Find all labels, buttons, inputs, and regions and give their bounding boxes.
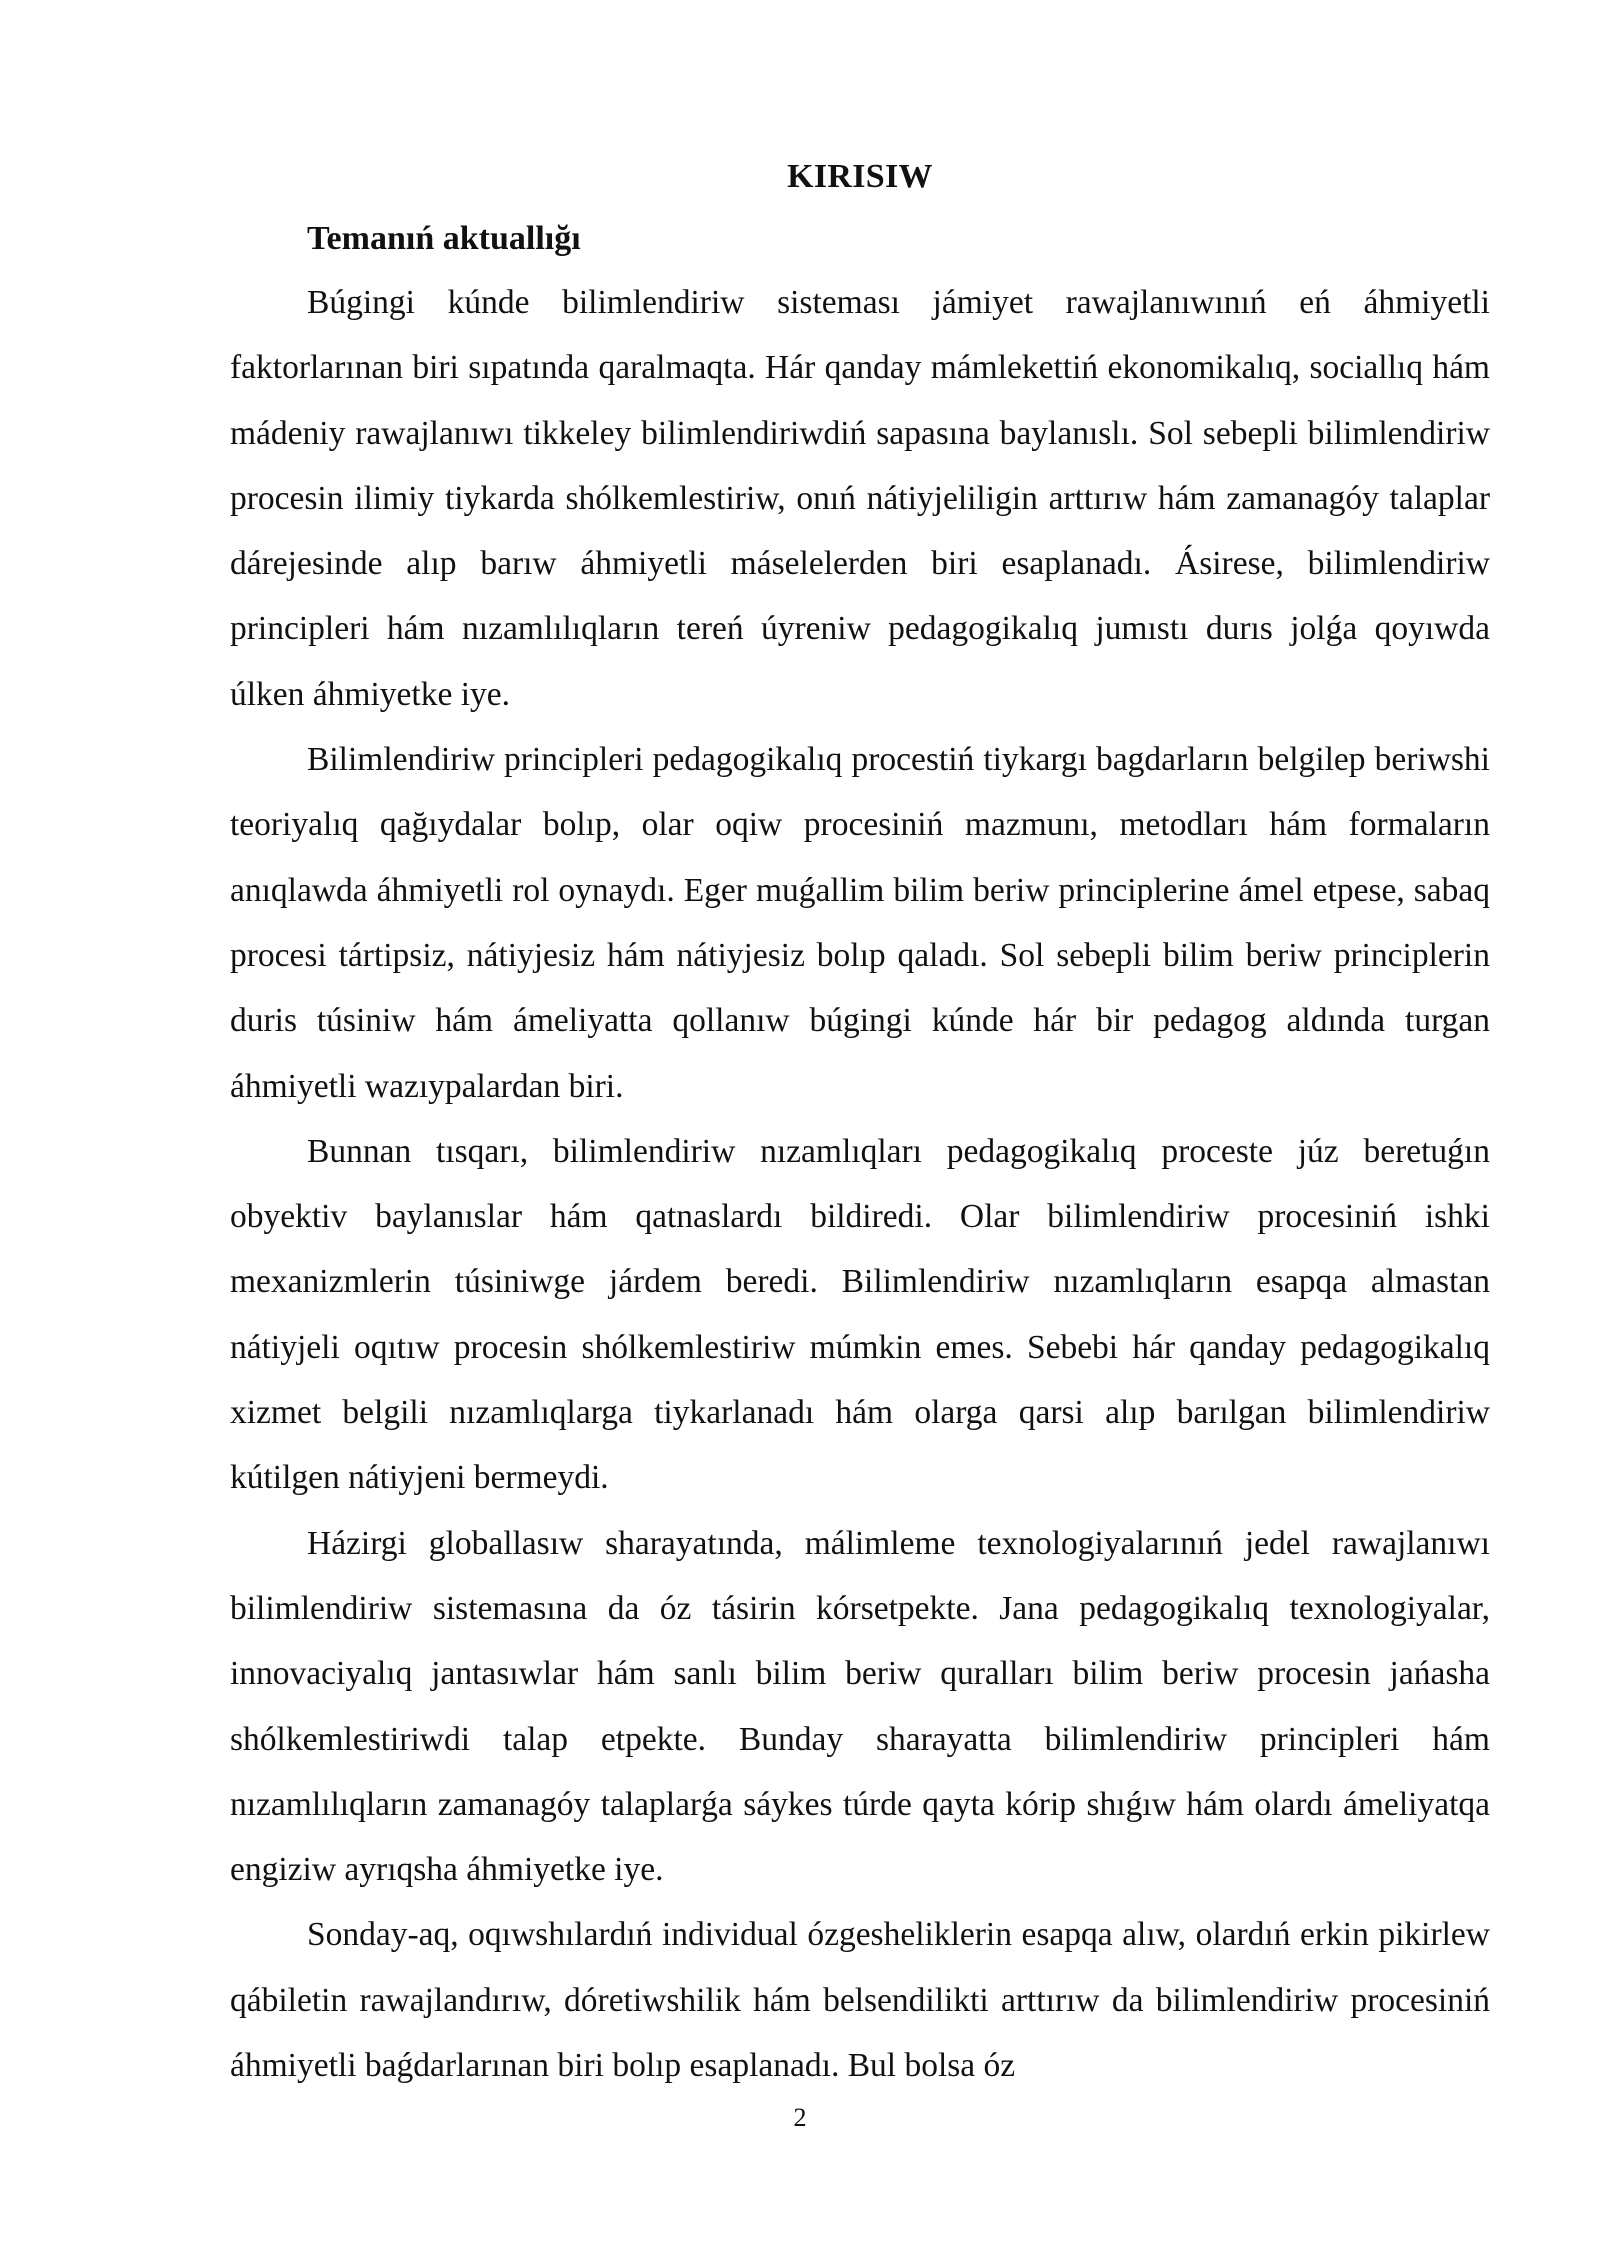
paragraph: Búgingi kúnde bilimlendiriw sisteması jámiyet rawajlanıwınıń eń áhmiyetli faktorlarınan biri sıpatında qaralmaqta. Hár qanday mámlekettiń ekonomikalıq, sociallıq hám mádeniy rawajlanıwı tikkeley bilimlendiriwdiń sapasına baylanıslı. Sol sebepli bilimlendiriw procesin ilimiy tiykarda shólkemlestiriw, onıń nátiyjeliligin arttırıw hám zamanagóy talaplar dárejesinde alıp barıw áhmiyetli máselelerden biri esaplanadı. Ásirese, bilimlendiriw principleri hám nızamlılıqların tereń úyreniw pedagogikalıq jumıstı durıs jolǵa qoyıwda úlken áhmiyetke iye. — [230, 284, 1490, 713]
paragraph: Sonday-aq, oqıwshılardıń individual ózgesheliklerin esapqa alıw, olardıń erkin pikirlew qábiletin rawajlandırıw, dóretiwshilik hám belsendilikti arttırıw da bilimlendiriw procesiniń áhmiyetli baǵdarlarınan biri bolıp esaplanadı. Bul bolsa óz — [230, 1916, 1490, 2085]
section-heading: KIRISIW — [787, 158, 933, 195]
paragraph: Bunnan tısqarı, bilimlendiriw nızamlıqları pedagogikalıq proceste júz beretuǵın obyektiv baylanıslar hám qatnaslardı bildiredi. Olar bilimlendiriw procesiniń ishki mexanizmlerin túsiniwge járdem beredi. Bilimlendiriw nızamlıqların esapqa almastan nátiyjeli oqıtıw procesin shólkemlestiriw múmkin emes. Sebebi hár qanday pedagogikalıq xizmet belgili nızamlıqlarga tiykarlanadı hám olarga qarsi alıp barılgan bilimlendiriw kútilgen nátiyjeni bermeydi. — [230, 1132, 1490, 1497]
paragraph: Házirgi globallasıw sharayatında, málimleme texnologiyalarınıń jedel rawajlanıwı bilimlendiriw sistemasına da óz tásirin kórsetpekte. Jana pedagogikalıq texnologiyalar, innovaciyalıq jantasıwlar hám sanlı bilim beriw quralları bilim beriw procesin jańasha shólkemlestiriwdi talap etpekte. Bunday sharayatta bilimlendiriw principleri hám nızamlılıqların zamanagóy talaplarǵa sáykes túrde qayta kórip shıǵıw hám olardı ámeliyatqa engiziw ayrıqsha áhmiyetke iye. — [230, 1524, 1490, 1889]
page-number: 2 — [793, 2103, 807, 2132]
subsection-heading: Temanıń aktuallığı — [307, 220, 581, 257]
paragraph: Bilimlendiriw principleri pedagogikalıq procestiń tiykargı bagdarların belgilep beriwshi teoriyalıq qağıydalar bolıp, olar oqiw procesiniń mazmunı, metodları hám formaların anıqlawda áhmiyetli rol oynaydı. Eger muǵallim bilim beriw principlerine ámel etpese, sabaq procesi tártipsiz, nátiyjesiz hám nátiyjesiz bolıp qaladı. Sol sebepli bilim beriw principlerin duris túsiniw hám ámeliyatta qollanıw búgingi kúnde hár bir pedagog aldında turgan áhmiyetli wazıypalardan biri. — [230, 741, 1490, 1105]
page-content — [230, 146, 1490, 2098]
